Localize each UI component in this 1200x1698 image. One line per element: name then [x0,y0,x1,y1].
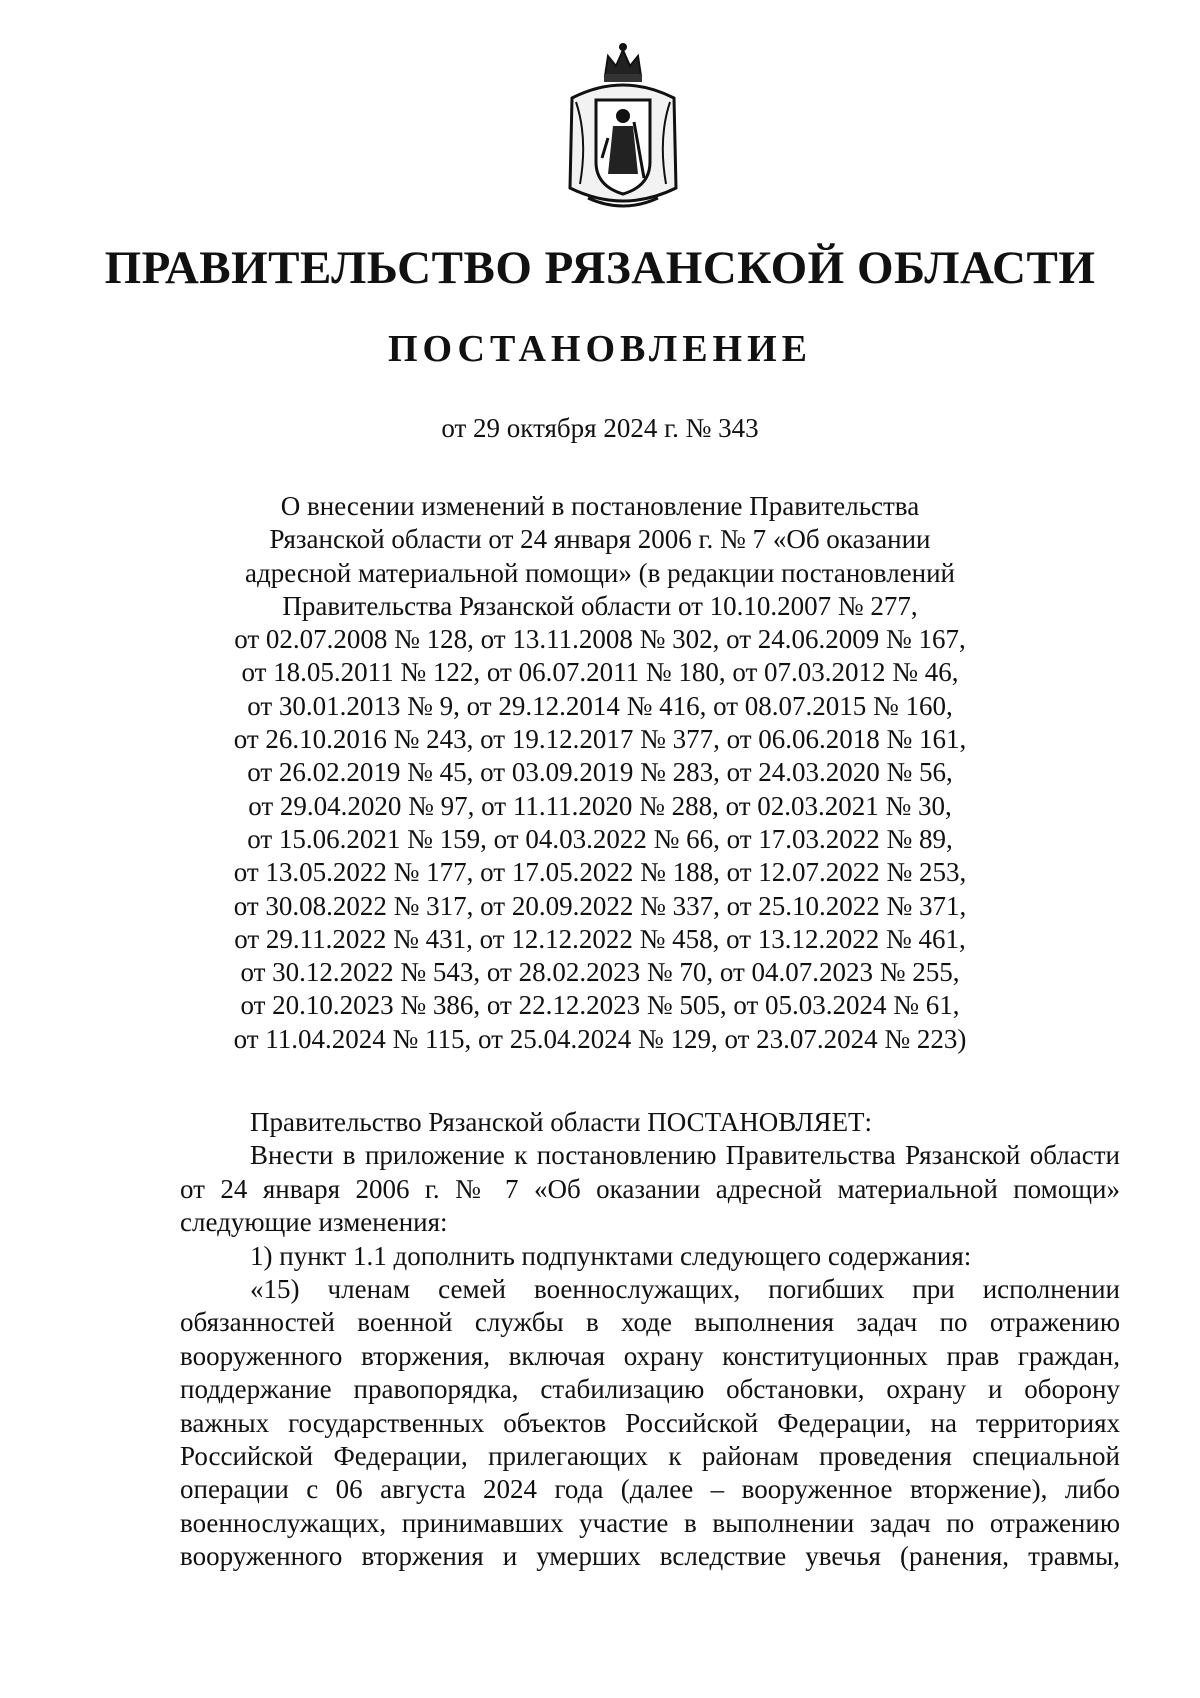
document-type: ПОСТАНОВЛЕНИЕ [387,328,813,370]
subject-line: от 30.01.2013 № 9, от 29.12.2014 № 416, от 08.07.2015 № 160, [247,690,953,721]
subject-line: адресной материальной помощи» (в редакции постановлений [244,557,955,588]
subject-line: от 29.11.2022 № 431, от 12.12.2022 № 458, от 13.12.2022 № 461, [234,923,966,954]
subject-line: от 11.04.2024 № 115, от 25.04.2024 № 129, от 23.07.2024 № 223) [233,1023,967,1054]
subject-line: от 26.02.2019 № 45, от 03.09.2019 № 283, от 24.03.2020 № 56, [247,757,953,788]
subject-line: от 20.10.2023 № 386, от 22.12.2023 № 505, от 05.03.2024 № 61, [240,990,960,1021]
decree-line: Правительство Рязанской области ПОСТАНОВЛЯЕТ: [250,1107,873,1137]
subject-line: от 30.08.2022 № 317, от 20.09.2022 № 337, от 25.10.2022 № 371, [233,890,967,921]
subject-line: от 30.12.2022 № 543, от 28.02.2023 № 70, от 04.07.2023 № 255, [240,957,960,988]
subitem-15-line: Российской Федерации, прилегающих к районам проведения специальной [180,1441,1120,1472]
item-1: 1) пункт 1.1 дополнить подпунктами следующего содержания: [250,1240,972,1271]
subject-line: Рязанской области от 24 января 2006 г. № 7 «Об оказании [269,524,931,555]
ryazan-coat-of-arms-icon [558,38,688,218]
subitem-15-line: вооруженного вторжения, включая охрану конституционных прав граждан, [180,1340,1120,1371]
subject-line: от 15.06.2021 № 159, от 04.03.2022 № 66, от 17.03.2022 № 89, [247,823,953,854]
subject-line: от 26.10.2016 № 243, от 19.12.2017 № 377, от 06.06.2018 № 161, [233,724,967,755]
document-date-number: от 29 октября 2024 г. № 343 [441,413,759,443]
subitem-15-line: поддержание правопорядка, стабилизацию обстановки, охрану и оборону [180,1374,1120,1405]
government-title: ПРАВИТЕЛЬСТВО РЯЗАНСКОЙ ОБЛАСТИ [104,242,1096,294]
subject-line: Правительства Рязанской области от 10.10.2007 № 277, [282,590,918,621]
document-subject [150,490,1050,1056]
subitem-15-line: обязанностей военной службы в ходе выполнения задач по отражению [180,1307,1120,1338]
subject-line: от 02.07.2008 № 128, от 13.11.2008 № 302, от 24.06.2009 № 167, [234,624,966,655]
subject-line: от 29.04.2020 № 97, от 11.11.2020 № 288, от 02.03.2021 № 30, [248,790,952,821]
subitem-15-line: важных государственных объектов Российской Федерации, на территориях [180,1407,1120,1438]
subitem-15-line: вооруженного вторжения и умерших вследствие увечья (ранения, травмы, [180,1541,1120,1572]
intro-paragraph: Внести в приложение к постановлению Правительства Рязанской области от 24 января 2006 г. № 7 «Об оказании адресной материальной помощи» следующие изменения: [180,1140,1120,1238]
subitem-15-line: операции с 06 августа 2024 года (далее – вооруженное вторжение), либо [180,1474,1120,1505]
subject-line: от 18.05.2011 № 122, от 06.07.2011 № 180, от 07.03.2012 № 46, [241,657,959,688]
document-body [180,1106,1120,1574]
subject-line: О внесении изменений в постановление Правительства [280,491,920,521]
subitem-15-line: «15) членам семей военнослужащих, погибших при исполнении [250,1274,1120,1305]
subject-line: от 13.05.2022 № 177, от 17.05.2022 № 188, от 12.07.2022 № 253, [233,857,967,888]
subitem-15-line: военнослужащих, принимавших участие в выполнении задач по отражению [180,1507,1120,1538]
